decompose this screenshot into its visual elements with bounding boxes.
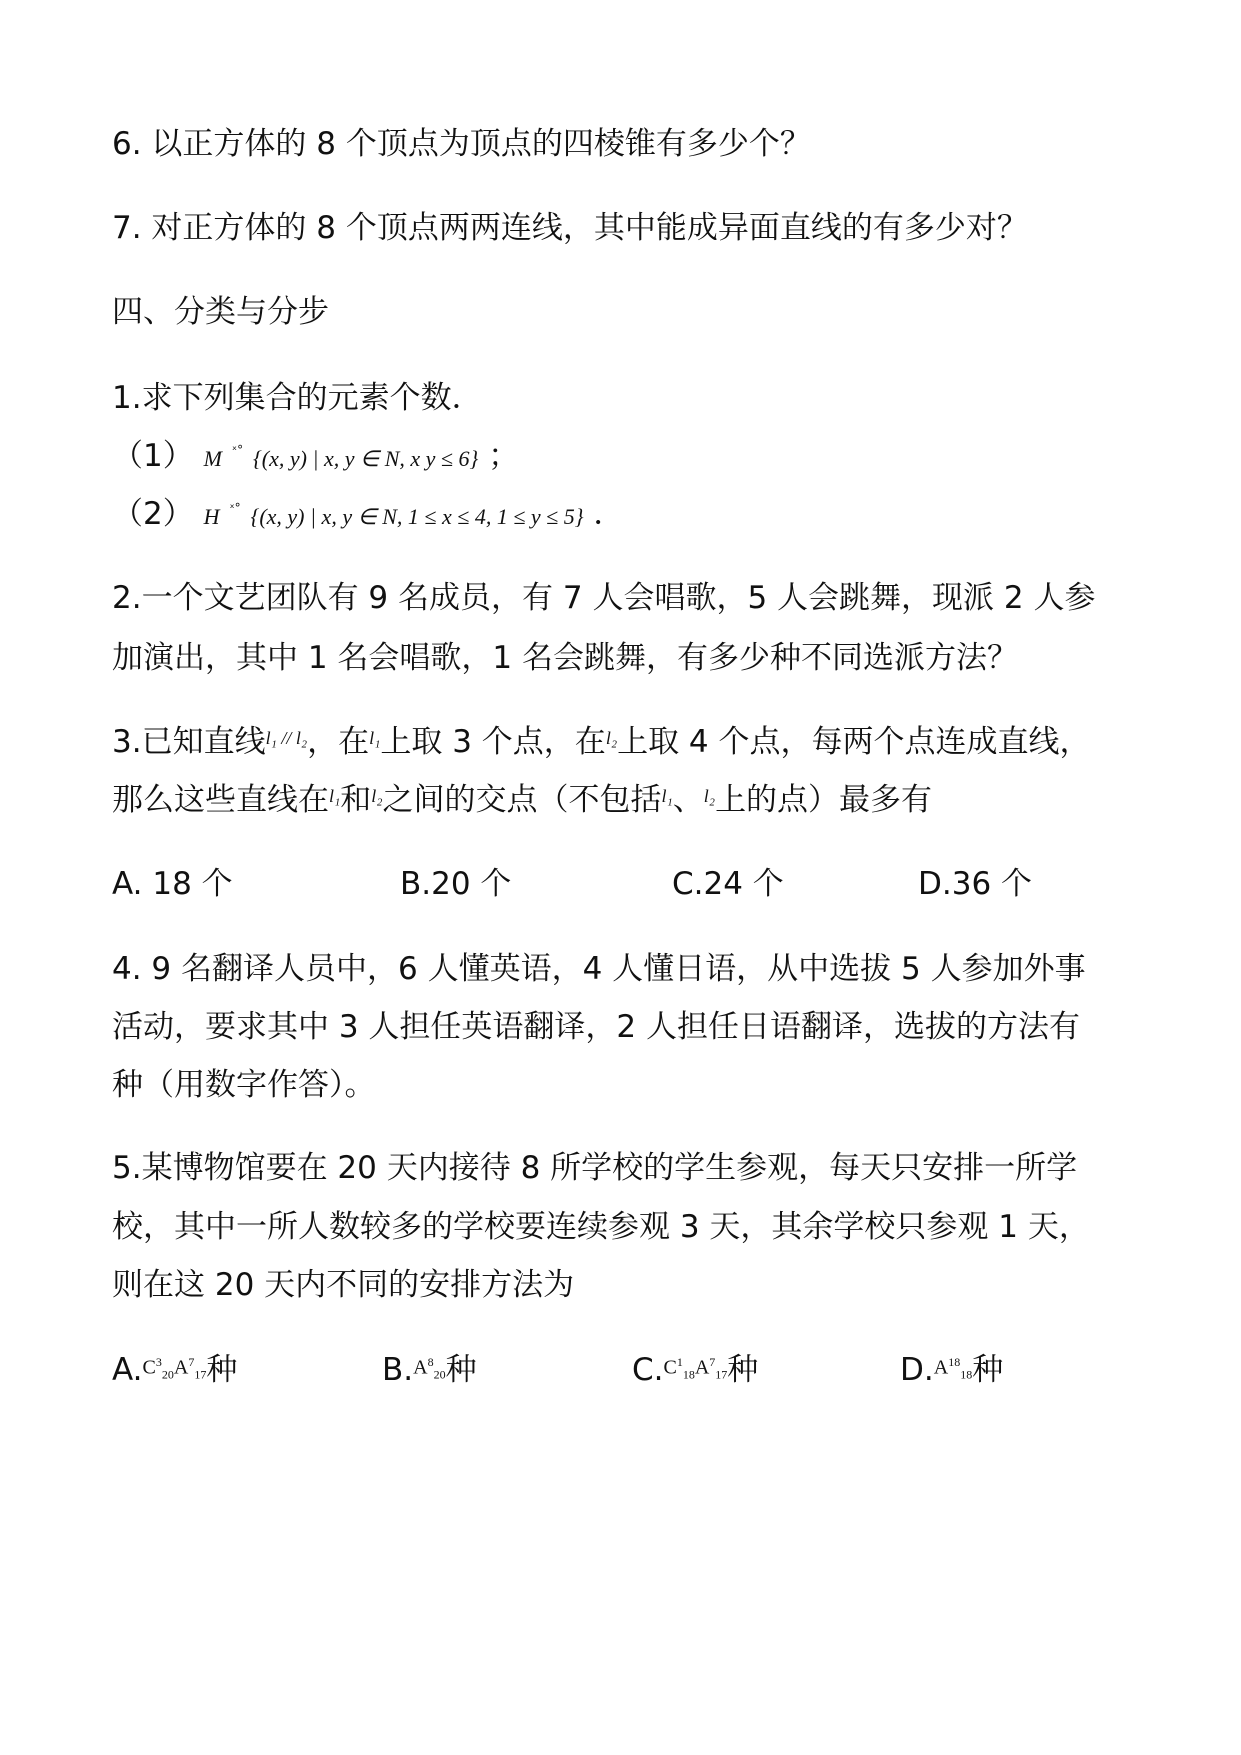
problem-5-line-1: 5.某博物馆要在 20 天内接待 8 所学校的学生参观，每天只安排一所学 [112, 1150, 1078, 1186]
problem-3-line-1: 3.已知直线$^{l_1 // l_2}$，在$^{l_1}$上取 3 个点，在$^{l_2}$上取 4 个点，每两个点连成直线， [112, 724, 1091, 760]
combination-expression: $C^1_{18}A^7_{17}$ [663, 1355, 728, 1382]
problem-3-line-2: 那么这些直线在$^{l_1}$和$^{l_2}$之间的交点（不包括$^{l_1}$、$^{l_2}$上的点）最多有 [112, 782, 933, 818]
problem-4-line-3: 种（用数字作答）。 [112, 1067, 376, 1103]
problem-1-item-2: （2） H $^{ˣ^\circ}$ {(x, y) | x, y ∈ N, 1 ≤ x ≤ 4, 1 ≤ y ≤ 5} ． [112, 496, 625, 532]
problem-2-line-2: 加演出，其中 1 名会唱歌，1 名会跳舞，有多少种不同选派方法？ [112, 640, 1019, 676]
combination-expression: $C^3_{20}A^7_{17}$ [142, 1355, 207, 1382]
problem-5-line-3: 则在这 20 天内不同的安排方法为 [112, 1267, 575, 1303]
problem-4-line-1: 4. 9 名翻译人员中，6 人懂英语，4 人懂日语，从中选拔 5 人参加外事 [112, 951, 1086, 987]
question-6: 6. 以正方体的 8 个顶点为顶点的四棱锥有多少个？ [112, 126, 811, 162]
problem-5-option-c: $C.C^1_{18}A^7_{17}$种 [632, 1352, 759, 1388]
problem-5-option-d: $D.A^{18}_{18}$种 [900, 1352, 1004, 1388]
arrangement-expression: $A^8_{20}$ [413, 1355, 446, 1382]
problem-3-option-a: A. 18 个 [112, 866, 233, 902]
problem-2-line-1: 2.一个文艺团队有 9 名成员，有 7 人会唱歌，5 人会跳舞，现派 2 人参 [112, 580, 1096, 616]
problem-4-line-2: 活动，要求其中 3 人担任英语翻译，2 人担任日语翻译，选拔的方法有 [112, 1009, 1081, 1045]
problem-3-option-d: D.36 个 [918, 866, 1033, 902]
problem-3-option-c: C.24 个 [672, 866, 784, 902]
problem-5-line-2: 校，其中一所人数较多的学校要连续参观 3 天，其余学校只参观 1 天， [112, 1209, 1090, 1245]
question-7: 7. 对正方体的 8 个顶点两两连线，其中能成异面直线的有多少对？ [112, 210, 1028, 246]
problem-5-option-b: $B.A^8_{20}$种 [382, 1352, 477, 1388]
problem-1-title: 1.求下列集合的元素个数． [112, 380, 483, 416]
problem-1-item-1: （1） M $^{ˣ^\circ}$ {(x, y) | x, y ∈ N, x y ≤ 6} ； [112, 438, 520, 474]
problem-5-option-a: $A.C^3_{20}A^7_{17}$种 [112, 1352, 238, 1388]
arrangement-expression: $A^{18}_{18}$ [933, 1355, 973, 1382]
section-heading: 四、分类与分步 [112, 294, 329, 330]
problem-3-option-b: B.20 个 [400, 866, 512, 902]
